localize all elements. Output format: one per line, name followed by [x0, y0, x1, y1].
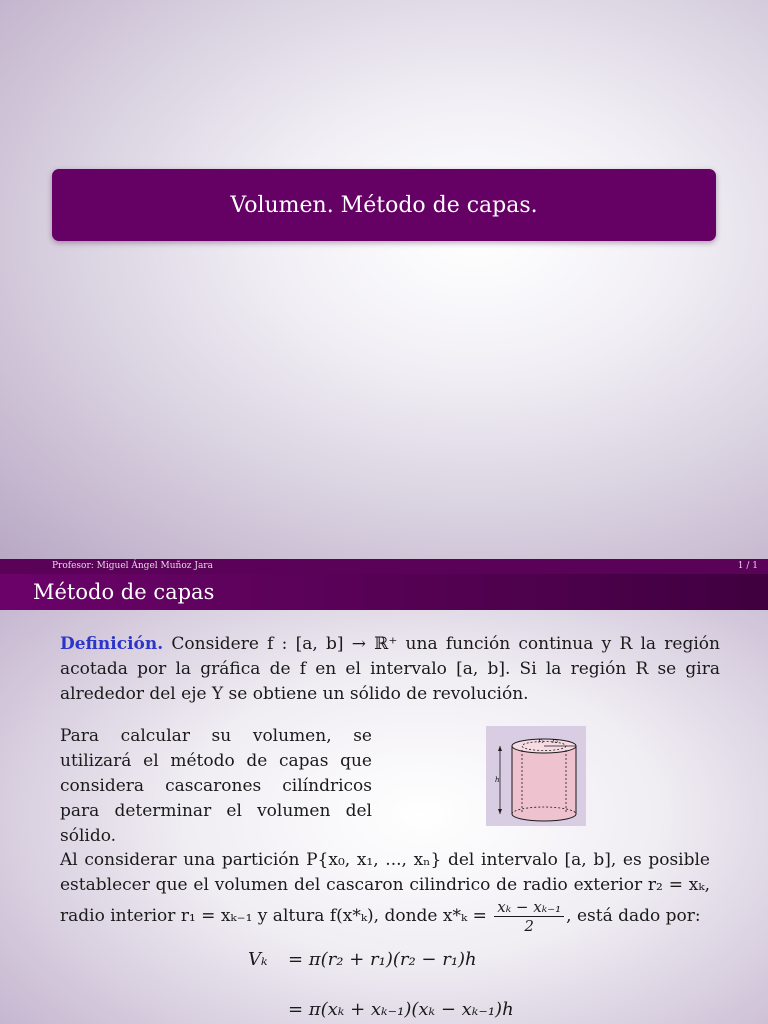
definition-text: Considere f : [a, b] → ℝ⁺ una función continua y R la región acotada por la gráfica de f en el intervalo [a, b]. Si la región R se gira alrededor del eje Y se obtiene un sólido de revolución.	[60, 634, 720, 704]
figure-label-r2: r₂	[552, 737, 559, 745]
equation-lhs: Vₖ	[248, 949, 268, 970]
frame-title: Método de capas	[33, 580, 215, 604]
figure-label-r1: r₁	[538, 737, 545, 745]
partition-paragraph	[60, 848, 710, 935]
volume-paragraph: Para calcular su volumen, se utilizará el método de capas que considera cascarones cilíndricos para determinar el volumen del sólido.	[60, 726, 372, 846]
partition-text-2: , está dado por:	[566, 906, 701, 926]
midpoint-fraction	[494, 898, 564, 935]
equation-line-2: = π(xₖ + xₖ₋₁)(xₖ − xₖ₋₁)h	[288, 999, 514, 1020]
figure-label-h: h	[495, 776, 500, 784]
equation-line-1: = π(r₂ + r₁)(r₂ − r₁)h	[288, 949, 477, 970]
partition-text-1: Al considerar una partición P{x₀, x₁, ..., xₙ} del intervalo [a, b], es posible establecer que el volumen del cascaron cilindrico de radio exterior r₂ = xₖ, radio interior r₁ = xₖ₋₁ y altura f(x*ₖ), donde x*ₖ =	[60, 850, 710, 926]
cylinder-shell-figure	[486, 726, 586, 826]
definition-label: Definición.	[60, 634, 164, 654]
slide-title: Volumen. Método de capas.	[230, 192, 538, 218]
slide-title-box	[52, 169, 716, 241]
footer-bar	[0, 559, 768, 574]
footer-page-number: 1 / 1	[737, 561, 758, 571]
cylinder-shell-icon	[486, 726, 586, 826]
fraction-numerator: xₖ − xₖ₋₁	[494, 898, 564, 917]
fraction-denominator: 2	[524, 917, 534, 935]
footer-author: Profesor: Miguel Ángel Muñoz Jara	[52, 561, 213, 571]
frame-header	[0, 574, 768, 610]
content-slide	[0, 559, 768, 1024]
definition-paragraph	[60, 632, 720, 707]
